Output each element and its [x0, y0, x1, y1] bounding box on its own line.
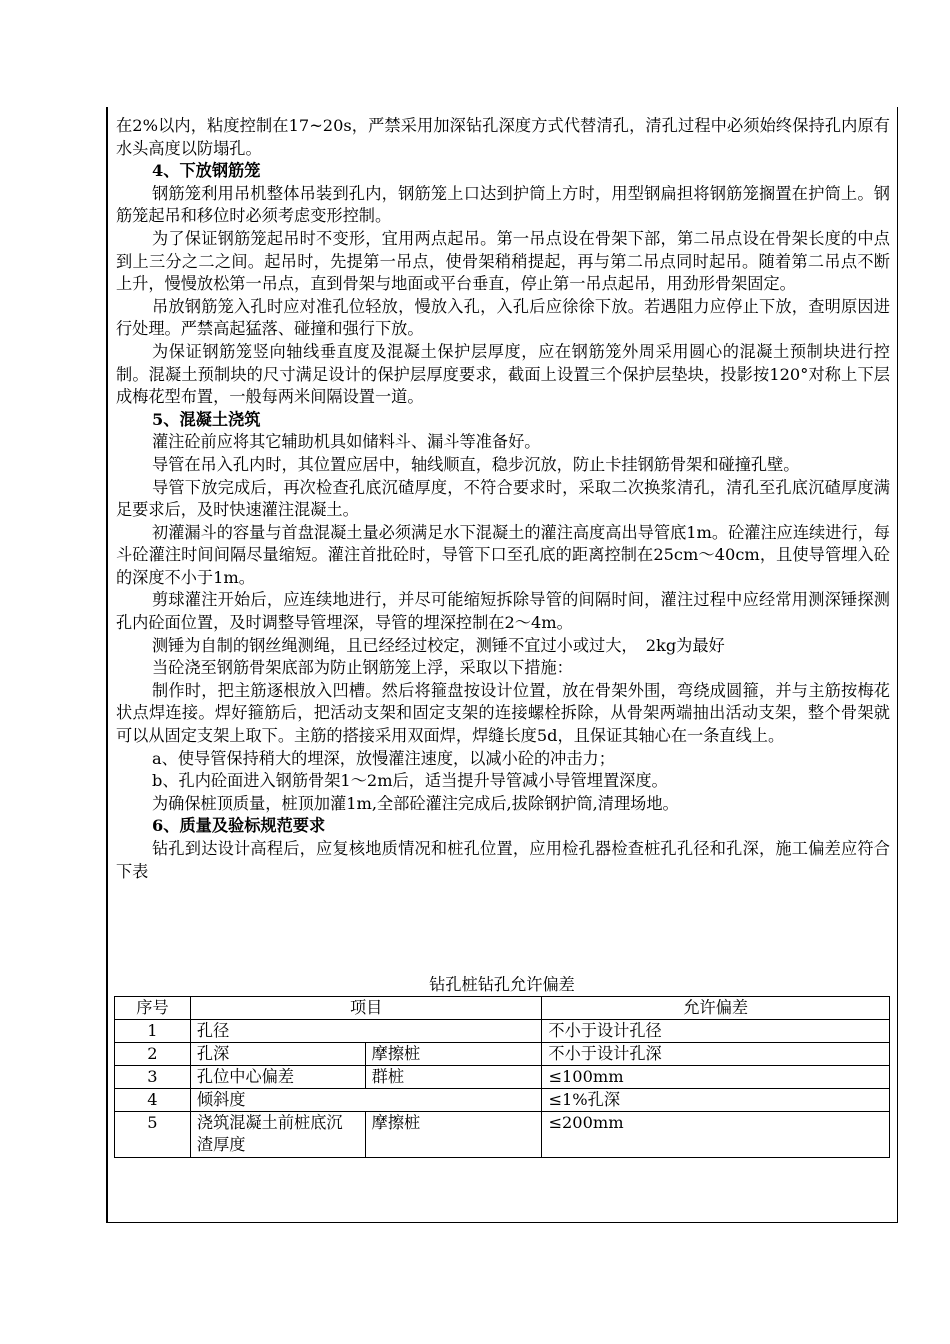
row-sub: 群桩 — [365, 1066, 542, 1089]
body-paragraph: 为了保证钢筋笼起吊时不变形，宜用两点起吊。第一吊点设在骨架下部，第二吊点设在骨架长度的中点到上三分之二之间。起吊时，先提第一吊点，使骨架稍稍提起，再与第二吊点同时起吊。随着第二吊点不断上升，慢慢放松第一吊点，直到骨架与地面或平台垂直，停止第一吊点起吊，用劲形骨架固定。 — [116, 228, 890, 294]
body-paragraph: 钢筋笼利用吊机整体吊装到孔内，钢筋笼上口达到护筒上方时，用型钢扁担将钢筋笼搁置在护筒上。钢筋笼起吊和移位时必须考虑变形控制。 — [116, 183, 890, 226]
header-no: 序号 — [115, 997, 191, 1020]
body-paragraph: 制作时，把主筋逐根放入凹槽。然后将箍盘按设计位置，放在骨架外围，弯绕成圆箍，并与主筋按梅花状点焊连接。焊好箍筋后，把活动支架和固定支架的连接螺栓拆除，从骨架两端抽出活动支架，整个骨架就可以从固定支架上取下。主筋的搭接采用双面焊，焊缝长度5d，且保证其轴心在一条直线上。 — [116, 680, 890, 746]
body-paragraph: a、使导管保持稍大的埋深，放慢灌注速度，以减小砼的冲击力； — [152, 748, 615, 768]
row-tolerance: ≤100mm — [542, 1066, 890, 1089]
body-paragraph: 导管在吊入孔内时，其位置应居中，轴线顺直，稳步沉放，防止卡挂钢筋骨架和碰撞孔壁。 — [152, 454, 800, 474]
row-tolerance: 不小于设计孔深 — [542, 1043, 890, 1066]
header-item: 项目 — [190, 997, 542, 1020]
row-tolerance: ≤1%孔深 — [542, 1089, 890, 1112]
body-paragraph: 剪球灌注开始后，应连续地进行，并尽可能缩短拆除导管的间隔时间，灌注过程中应经常用测深锤探测孔内砼面位置，及时调整导管埋深，导管的埋深控制在2～4m。 — [116, 590, 890, 633]
body-paragraph: 初灌漏斗的容量与首盘混凝土量必须满足水下混凝土的灌注高度高出导管底1m。砼灌注应连续进行，每斗砼灌注时间间隔尽量缩短。灌注首批砼时，导管下口至孔底的距离控制在25cm～40cm，且使导管埋入砼的深度不小于1m。 — [116, 522, 890, 587]
row-item: 孔深 — [190, 1043, 365, 1066]
header-tolerance: 允许偏差 — [542, 997, 890, 1020]
section-heading: 6、质量及验标规范要求 — [152, 816, 326, 836]
row-item: 浇筑混凝土前桩底沉渣厚度 — [190, 1112, 365, 1158]
row-item: 孔位中心偏差 — [190, 1066, 365, 1089]
row-item: 孔径 — [190, 1020, 542, 1043]
section-heading: 4、下放钢筋笼 — [152, 161, 261, 181]
row-item: 倾斜度 — [190, 1089, 542, 1112]
table-row — [115, 1043, 890, 1066]
document-body — [116, 115, 890, 883]
body-paragraph: 为保证钢筋笼竖向轴线垂直度及混凝土保护层厚度，应在钢筋笼外周采用圆心的混凝土预制块进行控制。混凝土预制块的尺寸满足设计的保护层厚度要求，截面上设置三个保护层垫块，投影按120°对称上下层成梅花型布置，一般每两米间隔设置一道。 — [116, 341, 890, 407]
body-paragraph: b、孔内砼面进入钢筋骨架1～2m后，适当提升导管减小导管埋置深度。 — [152, 771, 668, 791]
row-sub: 摩擦桩 — [365, 1112, 542, 1158]
row-no: 2 — [115, 1043, 191, 1066]
table-caption: 钻孔桩钻孔允许偏差 — [429, 975, 575, 994]
table-row — [115, 1020, 890, 1043]
body-paragraph: 为确保桩顶质量，桩顶加灌1m,全部砼灌注完成后,拔除钢护筒,清理场地。 — [152, 793, 679, 813]
table-row — [115, 1089, 890, 1112]
table-row — [115, 1066, 890, 1089]
row-sub: 摩擦桩 — [365, 1043, 542, 1066]
body-paragraph: 导管下放完成后，再次检查孔底沉碴厚度，不符合要求时，采取二次换浆清孔，清孔至孔底沉碴厚度满足要求后，及时快速灌注混凝土。 — [116, 477, 890, 520]
row-tolerance: ≤200mm — [542, 1112, 890, 1158]
row-no: 1 — [115, 1020, 191, 1043]
section-heading: 5、混凝土浇筑 — [152, 409, 261, 429]
body-paragraph: 测锤为自制的钢丝绳测绳，且已经经过校定，测锤不宜过小或过大， 2kg为最好 — [152, 635, 725, 655]
tolerance-table — [114, 996, 890, 1158]
body-paragraph: 在2%以内，粘度控制在17~20s，严禁采用加深钻孔深度方式代替清孔，清孔过程中必须始终保持孔内原有水头高度以防塌孔。 — [116, 116, 890, 158]
body-paragraph: 钻孔到达设计高程后，应复核地质情况和桩孔位置，应用检孔器检查桩孔孔径和孔深，施工偏差应符合下表 — [116, 839, 890, 881]
body-paragraph: 吊放钢筋笼入孔时应对准孔位轻放，慢放入孔，入孔后应徐徐下放。若遇阻力应停止下放，查明原因进行处理。严禁高起猛落、碰撞和强行下放。 — [116, 296, 890, 339]
row-tolerance: 不小于设计孔径 — [542, 1020, 890, 1043]
table-header-row — [115, 997, 890, 1020]
row-no: 4 — [115, 1089, 191, 1112]
body-paragraph: 灌注砼前应将其它辅助机具如储料斗、漏斗等准备好。 — [152, 432, 541, 452]
row-no: 3 — [115, 1066, 191, 1089]
row-no: 5 — [115, 1112, 191, 1158]
body-paragraph: 当砼浇至钢筋骨架底部为防止钢筋笼上浮，采取以下措施： — [152, 658, 573, 678]
table-row — [115, 1112, 890, 1158]
